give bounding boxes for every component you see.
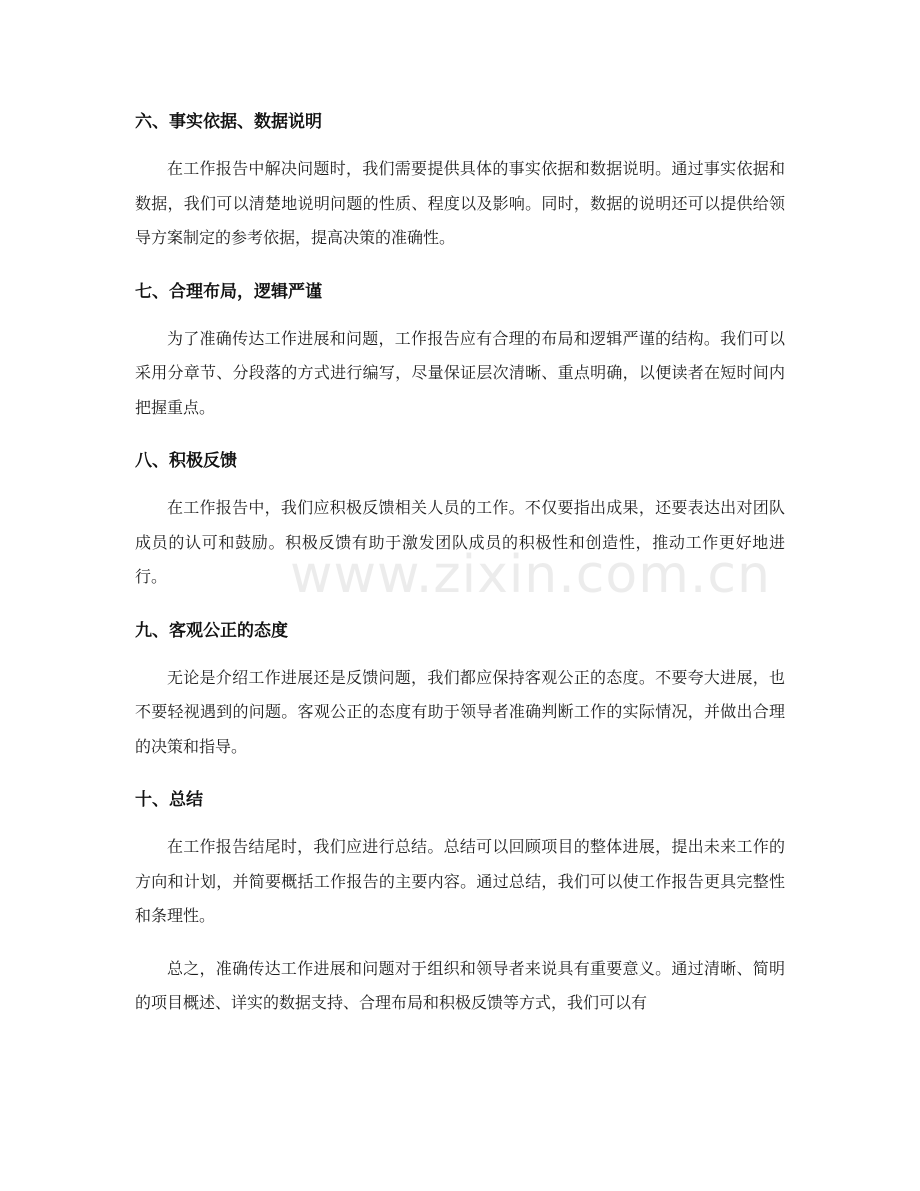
section-heading-9: 九、客观公正的态度 bbox=[135, 620, 288, 641]
section-heading-7: 七、合理布局，逻辑严谨 bbox=[135, 281, 322, 302]
section-heading-10: 十、总结 bbox=[135, 790, 203, 810]
section-heading-6: 六、事实依据、数据说明 bbox=[135, 112, 322, 132]
section-paragraph-6: 在工作报告中解决问题时，我们需要提供具体的事实依据和数据说明。通过事实依据和数据，我们可以清楚地说明问题的性质、程度以及影响。同时，数据的说明还可以提供给领导方案制定的参考依据，提高决策的准确性。 bbox=[135, 159, 785, 247]
closing-paragraph: 总之，准确传达工作进展和问题对于组织和领导者来说具有重要意义。通过清晰、简明的项目概述、详实的数据支持、合理布局和积极反馈等方式，我们可以有 bbox=[135, 958, 785, 1012]
section-paragraph-10: 在工作报告结尾时，我们应进行总结。总结可以回顾项目的整体进展，提出未来工作的方向和计划，并简要概括工作报告的主要内容。通过总结，我们可以使工作报告更具完整性和条理性。 bbox=[135, 837, 785, 925]
section-paragraph-9: 无论是介绍工作进展还是反馈问题，我们都应保持客观公正的态度。不要夸大进展，也不要轻视遇到的问题。客观公正的态度有助于领导者准确判断工作的实际情况，并做出合理的决策和指导。 bbox=[135, 667, 785, 756]
watermark: www.zixin.com.cn bbox=[290, 545, 771, 605]
section-paragraph-8: 在工作报告中，我们应积极反馈相关人员的工作。不仅要指出成果，还要表达出对团队成员的认可和鼓励。积极反馈有助于激发团队成员的积极性和创造性，推动工作更好地进行。 bbox=[135, 498, 785, 586]
section-heading-8: 八、积极反馈 bbox=[135, 451, 237, 471]
section-paragraph-7: 为了准确传达工作进展和问题，工作报告应有合理的布局和逻辑严谨的结构。我们可以采用分章节、分段落的方式进行编写，尽量保证层次清晰、重点明确，以便读者在短时间内把握重点。 bbox=[135, 328, 785, 417]
document-body bbox=[135, 104, 785, 1039]
